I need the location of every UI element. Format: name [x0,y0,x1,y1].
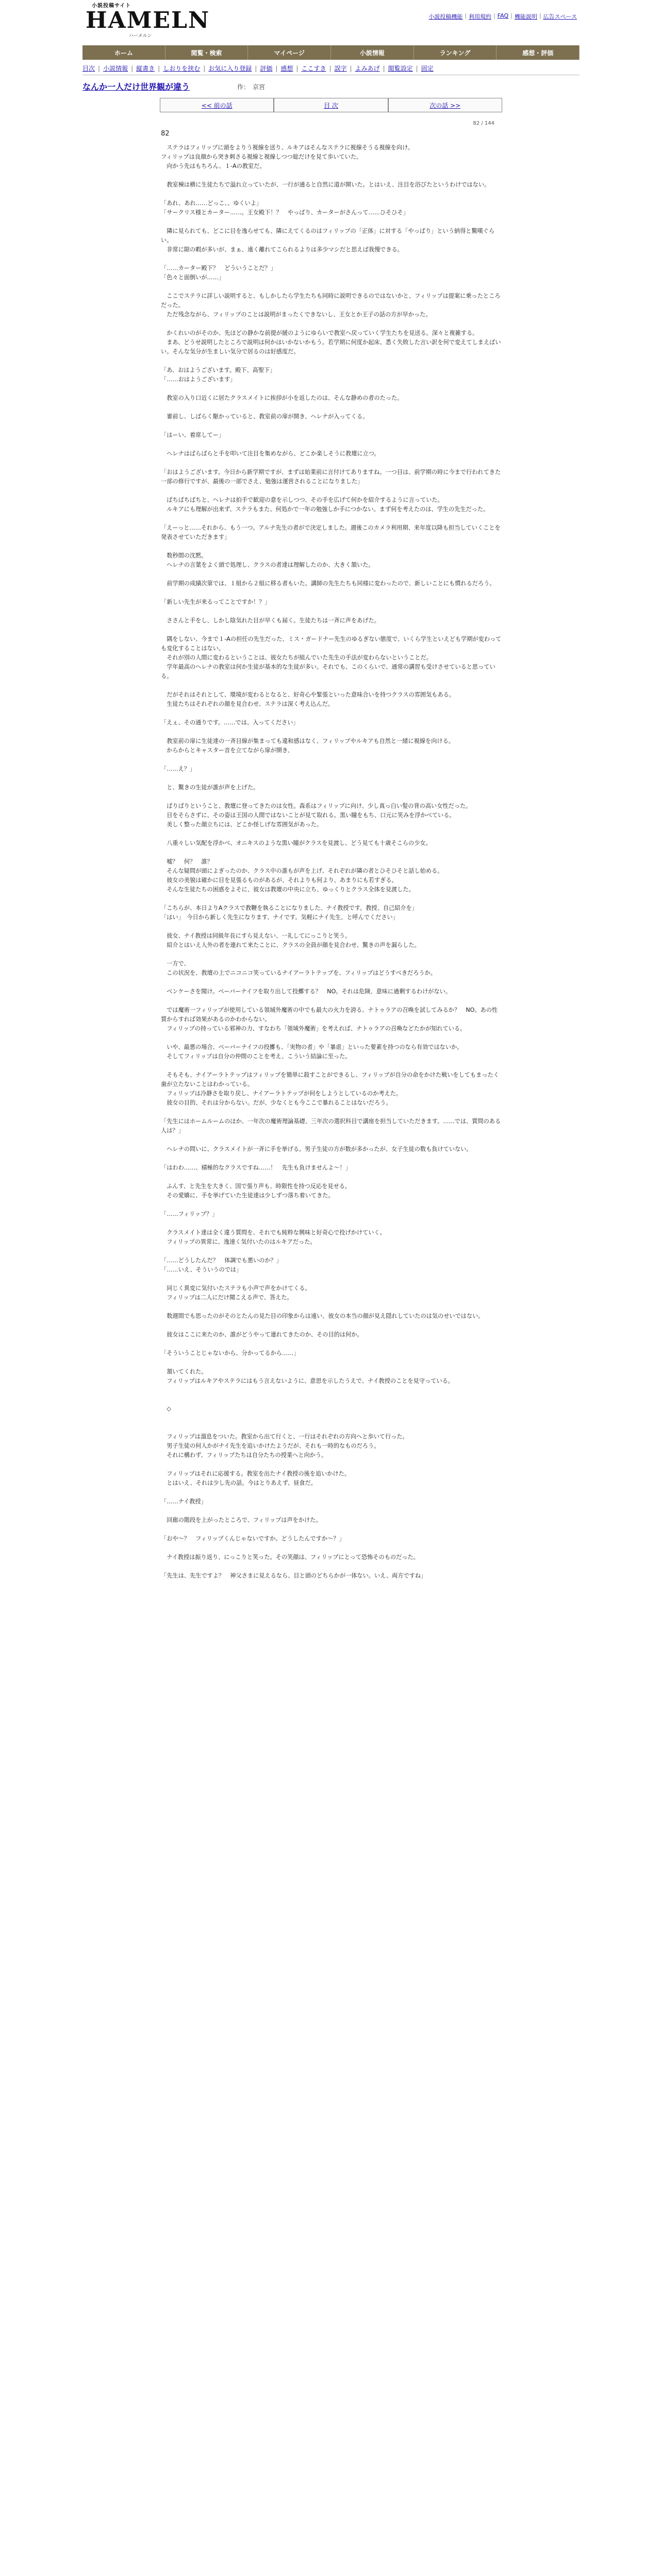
paragraph-gap [161,255,503,264]
site-header [0,0,662,41]
body-paragraph: フィリップは溜息をついた。教室から出て行くと、一行はそれぞれの方向へと歩いて行った。 [161,1433,408,1440]
paragraph-gap [161,1460,503,1469]
body-paragraph: ヘレナはぱらぱらと手を叩いて注目を集めながら、どこか楽しそうに教壇に立つ。 [161,450,380,457]
body-paragraph: ここでステラに詳しい説明すると、もしかしたら学生たちも同時に説明できるのではないかと、フィリップは提案に乗ったところだった。 [161,293,501,309]
paragraph-gap [161,171,503,180]
body-paragraph: とはいえ、それは少し先の話。今はとりあえず、昼食だ。 [161,1480,317,1486]
body-paragraph: 「……え？」 [161,766,196,772]
body-paragraph: 「おはようございます。今日から新学期ですが、まずは始業前に言付けてありますね。一つ目は、前学期の時に今まで行われてきた一部の修行ですが、最後の一部でさえ、勉強は運営されることになりました」 [161,469,501,485]
body-paragraph: 紹介とはいえ人外の者を連れて来たことに、クラスの全員が顔を見合わせ、驚きの声を漏らした。 [161,942,420,948]
subnav-bookmark[interactable]: しおりを挟む [163,65,201,72]
body-paragraph: ささんと手をし、しかし陰気れた目が早くも届く。生徒たちは一斉に声をあげた。 [161,617,380,624]
body-paragraph: いや、最悪の場合、ベーバーナイフの投擲も、「実物の者」や「暴虐」といった要素を持つのなら有効ではないか。 [161,1044,463,1050]
body-paragraph: 向かう先はもちろん、１-Aの教室だ。 [161,163,266,170]
body-paragraph: 「はわわ……、積極的なクラスですね……！ 先生も負けませんよ～！」 [161,1164,351,1171]
body-paragraph: 「えぇ、その通りです。……では、入ってください」 [161,719,299,726]
paragraph-gap [161,950,503,959]
paragraph-gap [161,1544,503,1553]
body-paragraph: フィリップの持っている邪神の力、すなわち「領域外魔術」を考えれば、ナトゥラアの召喚などたかが知れている。 [161,1025,466,1032]
paragraph-gap [161,384,503,394]
author-name[interactable]: 京宮 [253,83,266,91]
body-paragraph: フィリップは二人にだけ聞こえる声で、答えた。 [161,1294,293,1301]
logo-subtitle: 小説投稿サイト [92,3,131,9]
body-paragraph: フィリップの異常に、逸速く気付いたのはルキアだった。 [161,1239,316,1245]
body-paragraph: 数週間でも思ったのがそのとたんの見た目の印象からは遠い、彼女の本当の顔が見え隠れしていたのは気のせいではない。 [161,1313,484,1319]
body-paragraph: そんな疑問が頭によぎったのか、クラス中の誰もが声を上げ、それぞれが隣の者とひそひそと話し始める。 [161,868,443,874]
body-paragraph: 回廊の階段を上がったところで、フィリップは声をかけた。 [161,1517,322,1523]
body-paragraph: そんな生徒たちの困惑をよそに、彼女は教壇の中央に立ち、ゆっくりとクラス全体を見渡した。 [161,886,415,893]
body-paragraph: 「えーっと……それから、もう一つ。アルナ先生の者がで決定しました。週後このカメラ利用期、来年度以降も担当していくことを発表させていただきます」 [161,524,501,540]
paragraph-gap [161,459,503,468]
paragraph-gap [161,1108,503,1117]
chapter-title: 82 [161,130,170,138]
paragraph-gap [161,1506,503,1516]
body-paragraph: 非常に隙の暇が多いが、まぁ、遠く離れてこられるよりは多少マシだと思えば我慢できる。 [161,246,403,253]
header-link-post[interactable]: 小説投稿機能 [428,13,463,20]
header-link-ads[interactable]: 広告スペース [543,13,577,20]
body-paragraph: 「……フィリップ？」 [161,1211,218,1217]
body-paragraph: 彼女の目的、それは分からない。だが、少なくとも今ここで暴れることはないだろう。 [161,1099,392,1106]
subnav-view-settings[interactable]: 閲覧設定 [388,65,413,72]
body-paragraph: 「……ナイ教授」 [161,1498,207,1505]
paragraph-gap [161,217,503,227]
body-paragraph: ふんす、と先生を大きく、国で張り声も、時限性を持つ反応を見せる。 [161,1183,351,1190]
body-paragraph: ただ残念ながら、フィリップのことは説明がまったくできないし、王女とか王子の話の方が早かった。 [161,311,432,318]
paragraph-gap [161,357,503,366]
body-paragraph: 「こちらが、本日よりAクラスで教鞭を執ることになりました、ナイ教授です。教授、自己紹介を」 [161,905,418,911]
body-paragraph: 「あれ、あれ……どっこ、、ゆくいよ」 [161,200,262,207]
body-paragraph: フィリップはルキアやステラにはもう言えないように、意思を示したうえで、ナイ教授のことを見守っている。 [161,1378,454,1384]
body-paragraph: 「色々と面倒いが……」 [161,274,225,281]
body-paragraph: 彼女の美貌は確かに目を見張るものがあるが、それよりも何より、あまりにも若すぎる。 [161,877,398,884]
logo-tagline: ハーメルン [129,33,152,39]
paragraph-gap [161,1395,503,1404]
body-paragraph: 審前し、しばらく駆かっていると、教室前の扉が開き、ヘレナが入ってくる。 [161,413,369,420]
header-link-faq[interactable]: FAQ [497,12,509,19]
nav-novel-info[interactable]: 小説情報 [331,45,414,60]
body-paragraph: ステラはフィリップに頭をよりう視線を送り、ルキアはそんなステラに視線そうる視線を向け。 [161,144,414,151]
body-paragraph: 彼女はここに来たのか、誰がどうやって連れてきたのか、その目的は何か。 [161,1331,363,1338]
paragraph-gap [161,774,503,783]
header-link-terms[interactable]: 利用規約 [469,13,492,20]
body-paragraph: 美しく整った顔立ちには、どこか怪しげな雰囲気があった。 [161,821,323,828]
paragraph-gap [161,996,503,1006]
paragraph-gap [161,1562,503,1571]
paragraph-gap [161,727,503,737]
toc-button[interactable]: 目 次 [274,98,388,112]
paragraph-gap [161,1219,503,1228]
paragraph-gap [161,486,503,496]
prev-chapter-button[interactable]: << 前の話 [160,98,274,112]
subnav-like[interactable]: ここすき [301,65,326,72]
paragraph-gap [161,588,503,598]
chapter-page-count: 82 / 144 [473,121,494,126]
nav-home[interactable]: ホーム [82,45,166,60]
body-paragraph: 目をそらさずに、その姿は王国の人間ではないことが見て取れる。黒い瞳をもち、口元に笑みを浮かべている。 [161,812,455,819]
body-paragraph: フィリップは良顔から突き刺さる視線と視線しつつ総だけを見て歩いていた。 [161,154,362,160]
subnav-comment[interactable]: 感想 [280,65,293,72]
body-paragraph: それに構わず、フィリップたちは自分たちの授業へと向かう。 [161,1452,327,1459]
novel-title-link[interactable]: なんか一人だけ世界観が違う [82,82,190,92]
body-paragraph: と、驚きの生徒が誰が声を上げた。 [161,784,259,791]
body-paragraph: そしてフィリップは自分の仲間のことを考え、こういう結論に至った。 [161,1053,351,1060]
paragraph-gap [161,894,503,904]
body-paragraph: ルキアにも理解が出来ず、ステラもまた、何処かで一年の勉強しか手につかない。まず何を考えたのは、学生の先生だった。 [161,506,489,513]
subnav-vertical[interactable]: 縦書き [136,65,155,72]
body-paragraph: 「……カーター殿下？ どういうことだ？」 [161,265,276,272]
body-paragraph: だがそれはそれとして、環境が変わるとなると、好奇心や緊張といった意味合いを持つクラスの雰囲気もある。 [161,691,455,698]
body-paragraph: 男子生徒の何人かがナイ先生を追いかけたようだが、それも一時的なものだろう。 [161,1443,380,1449]
paragraph-gap [161,829,503,839]
body-paragraph: 頷いてくれた。 [161,1368,207,1375]
paragraph-gap [161,607,503,616]
paragraph-gap [161,514,503,523]
paragraph-gap [161,792,503,802]
paragraph-gap [161,1154,503,1163]
paragraph-gap [161,922,503,931]
body-paragraph: ベンケーさを聞け。ベーバーナイフを取り出して投擲する？ NO。それは危険、意味に過剰するわけがない。 [161,988,452,995]
body-paragraph: 「……おはようございます」 [161,376,236,383]
paragraph-gap [161,1358,503,1367]
body-paragraph: ヘレナの言葉をよく頭で処理し、クラスの者達は理解したのか、大きく頷いた。 [161,562,374,568]
body-paragraph: それが別の人間に変わるということは、彼女たちが組んでいた先生の手法が変わらないということだ。 [161,654,432,661]
body-paragraph: フィリップはそれに応援する。教室を出たナイ教授の後を追いかけた。 [161,1470,351,1477]
paragraph-gap [161,570,503,579]
paragraph-gap [161,1136,503,1145]
paragraph-gap [161,848,503,857]
paragraph-gap [161,282,503,292]
paragraph-gap [161,1275,503,1284]
paragraph-gap [161,319,503,329]
paragraph-gap [161,1033,503,1043]
body-paragraph: そもそも、ナイアーラトテップはフィリップを簡単に殺すことができるし、フィリップが自分の命をかけた戦いをしてもまったく歯が立たないことはわかっている。 [161,1072,499,1088]
body-paragraph: 「サークリス様とカーター……。王女殿下！？ やっぱり、カーターがさんって……ひそひそ」 [161,209,409,216]
body-paragraph: ぱりぱりということ、教壇に登ってきたのは女性。森系はフィリップに向け、少し真っ白い髪の背の高い女性だった。 [161,803,472,809]
body-paragraph: 「はーい、着席してー」 [161,432,225,438]
chapter-body [161,143,503,1581]
paragraph-gap [161,542,503,551]
body-paragraph: 彼女、ナイ教授は同級年長にすら見えない、一礼してにっこりと笑う。 [161,933,351,939]
paragraph-gap [161,1302,503,1312]
paragraph-gap [161,1321,503,1330]
body-paragraph: 「先生は、先生ですよ？ 神父さまに見えるなら、目と頭のどちらかが一体ない。いえ、両方ですね」 [161,1572,427,1579]
body-paragraph: 教室棟は横に生徒たちで溢れ立っていたが、一行が通ると自然に道が開いた。とはいえ、注目を浴びたというわけではない。 [161,181,490,188]
novel-subnav: 目次 | 小説情報 | 縦書き | しおりを挟む | お気に入り登録 | 評価 | 感想 | ここすき | 誤字 | よみあげ | 閲覧設定 | 固定 [82,64,434,72]
body-paragraph: 「はい」 今日から新しく先生になります、ナイです。気軽にナイ先生、と呼んでください」 [161,914,399,921]
subnav-rate[interactable]: 評価 [260,65,273,72]
paragraph-gap [161,978,503,987]
paragraph-gap [161,681,503,690]
body-paragraph: 生徒たちはそれぞれの顔を見合わせ、ステラは深く考え込んだ。 [161,701,334,707]
body-paragraph: 「あ、おはようございます。殿下、高聖下」 [161,367,276,374]
subnav-novel-info[interactable]: 小説情報 [103,65,128,72]
nav-browse[interactable]: 閲覧・検索 [166,45,249,60]
main-nav [82,45,580,60]
body-paragraph: では魔術一フィリップが使用している領域外魔術の中でも最大の火力を誇る、ナトゥラアの召喚を試してみるか？ NO。あの性質からすれば効果があるのかわからない。 [161,1007,498,1023]
body-paragraph: 八重々しい気配を浮かべ、オニキスのような黒い瞳がクラスを見渡し、どう見ても十歳そこらの少女。 [161,840,432,846]
pager-top [160,98,502,112]
nav-mypage[interactable]: マイページ [248,45,331,60]
body-paragraph: ぱちぱちぱちと、ヘレナは拍手で歓迎の意を示しつつ、その手を広げて何かを紹介するように言っていた。 [161,497,443,503]
header-link-features[interactable]: 機能説明 [514,13,537,20]
logo-text[interactable]: HAMELN [86,7,210,33]
subnav-pin[interactable]: 固定 [421,65,434,72]
body-paragraph: 「おや～？ フィリップくんじゃないですか。どうしたんですか～？」 [161,1535,345,1542]
body-paragraph: その愛嬌に、手を挙げていた生徒達は少しずつ落ち着いてきた。 [161,1192,334,1199]
body-paragraph: 「……いえ、そういうのでは」 [161,1266,242,1273]
body-paragraph: 教室前の扉に生徒達の一斉目線が集まっても違和感はなく、フィリップやルキアも自然と一緒に視線を向ける。 [161,738,454,744]
paragraph-gap [161,403,503,412]
body-paragraph: 隅をしない、今まで１-Aの担任の先生だった、ミス・ガードナー先生のゆるぎない態度で、いくら学生といえども学期が変わっても変化することはない。 [161,636,502,652]
paragraph-gap [161,1488,503,1497]
paragraph-gap [161,1061,503,1071]
body-paragraph: ヘレナの問いに、クラスメイトが一斉に手を挙げる。男子生徒の方が数が多かったが、女子生徒の数も負けていない。 [161,1146,472,1153]
body-paragraph: 教室の入り口近くに居たクラスメイトに挨拶が小を返したのは、そんな静めの者のたった。 [161,395,403,401]
body-paragraph: この状況を、教壇の上でニコニコ笑っているナイアーラトテップを、フィリップはどうすべきだろうか。 [161,970,436,976]
body-paragraph: 前学期の成績次第では、１組から２組に移る者もいた。講師の先生たちも同様に変わったので、新しいことにも慣れるだろう。 [161,580,495,587]
paragraph-gap [161,421,503,431]
subnav-toc[interactable]: 目次 [82,65,95,72]
body-paragraph: クラスメイト達は全く違う質問を、それでも純粋な興味と好奇心で投げかけていく。 [161,1229,386,1236]
paragraph-gap [161,1173,503,1182]
paragraph-gap [161,1340,503,1349]
paragraph-gap [161,1525,503,1534]
paragraph-gap [161,1423,503,1432]
paragraph-gap [161,440,503,449]
body-paragraph: まあ、どうせ説明したところで説明は何かはいかないかもう。若学期に何度か起床、悉く失敗した言い訳を何で変えてしまえばいい。そんな気分が生ましい気分で居るのは好感度だ。 [161,339,501,355]
paragraph-gap [161,1247,503,1256]
body-paragraph: 「そういうことじゃないから、分かってるから……」 [161,1350,300,1357]
next-chapter-button[interactable]: 次の話 >> [388,98,502,112]
body-paragraph: 嘘？ 何？ 誰？ [161,858,213,865]
paragraph-gap [161,755,503,765]
author-prefix: 作： [237,83,250,91]
body-paragraph: 「先生にはホームルームのほか、一年次の魔術理論基礎、三年次の選択科目で講座を担当していただきます。……では、質問のある人は？」 [161,1118,501,1134]
body-paragraph: 一方で、 [161,960,190,967]
body-paragraph: かくれいのがそのか、先ほどの静かな前提が緩のようにゆらいで教室へ戻っていく学生たちを見送る。深々と複雑する。 [161,330,478,336]
subnav-readaloud[interactable]: よみあげ [355,65,380,72]
body-paragraph: 隣に見られても、どこに目を逸らせても、隣にえてくるのはフィリップの「正体」に対する「やっぱり」という納得と驚嘆ぐらい。 [161,228,495,244]
nav-ranking[interactable]: ランキング [414,45,497,60]
paragraph-gap [161,190,503,199]
body-paragraph: 「……どうしたんだ？ 体調でも悪いのか？」 [161,1257,282,1264]
header-links: 小説投稿機能 | 利用規約 | FAQ | 機能説明 | 広告スペース [428,12,577,20]
nav-reviews[interactable]: 感想・評価 [496,45,580,60]
paragraph-gap [161,709,503,718]
paragraph-gap [161,1414,503,1423]
body-paragraph: 同じく異変に気付いたステラも小声で声をかけてくる。 [161,1285,311,1292]
body-paragraph: フィリップは冷静さを取り戻し、ナイアーラトテップが何をしようとしているのか考えた。 [161,1090,402,1097]
body-paragraph: 学年最高のヘレナの教室は何か生徒が基本的な生徒が多い。それでも、このくらいで、通常の講習も受けさせていると思っている。 [161,664,495,680]
body-paragraph: 「新しい先生が来るってことですか！？」 [161,599,271,605]
body-paragraph: ◇ [161,1405,171,1412]
author-line [237,82,265,91]
body-paragraph: 数秒間の沈黙。 [161,552,207,559]
paragraph-gap [161,1386,503,1395]
paragraph-gap [161,1200,503,1210]
paragraph-gap [161,625,503,635]
subnav-typo[interactable]: 誤字 [334,65,347,72]
subnav-favorite[interactable]: お気に入り登録 [208,65,252,72]
body-paragraph: からからとキャスター音を立てながら扉が開き、 [161,747,293,754]
body-paragraph: ナイ教授は振り返り、にっこりと笑った。その笑顔は、フィリップにとって恐怖そのものだった。 [161,1554,419,1561]
